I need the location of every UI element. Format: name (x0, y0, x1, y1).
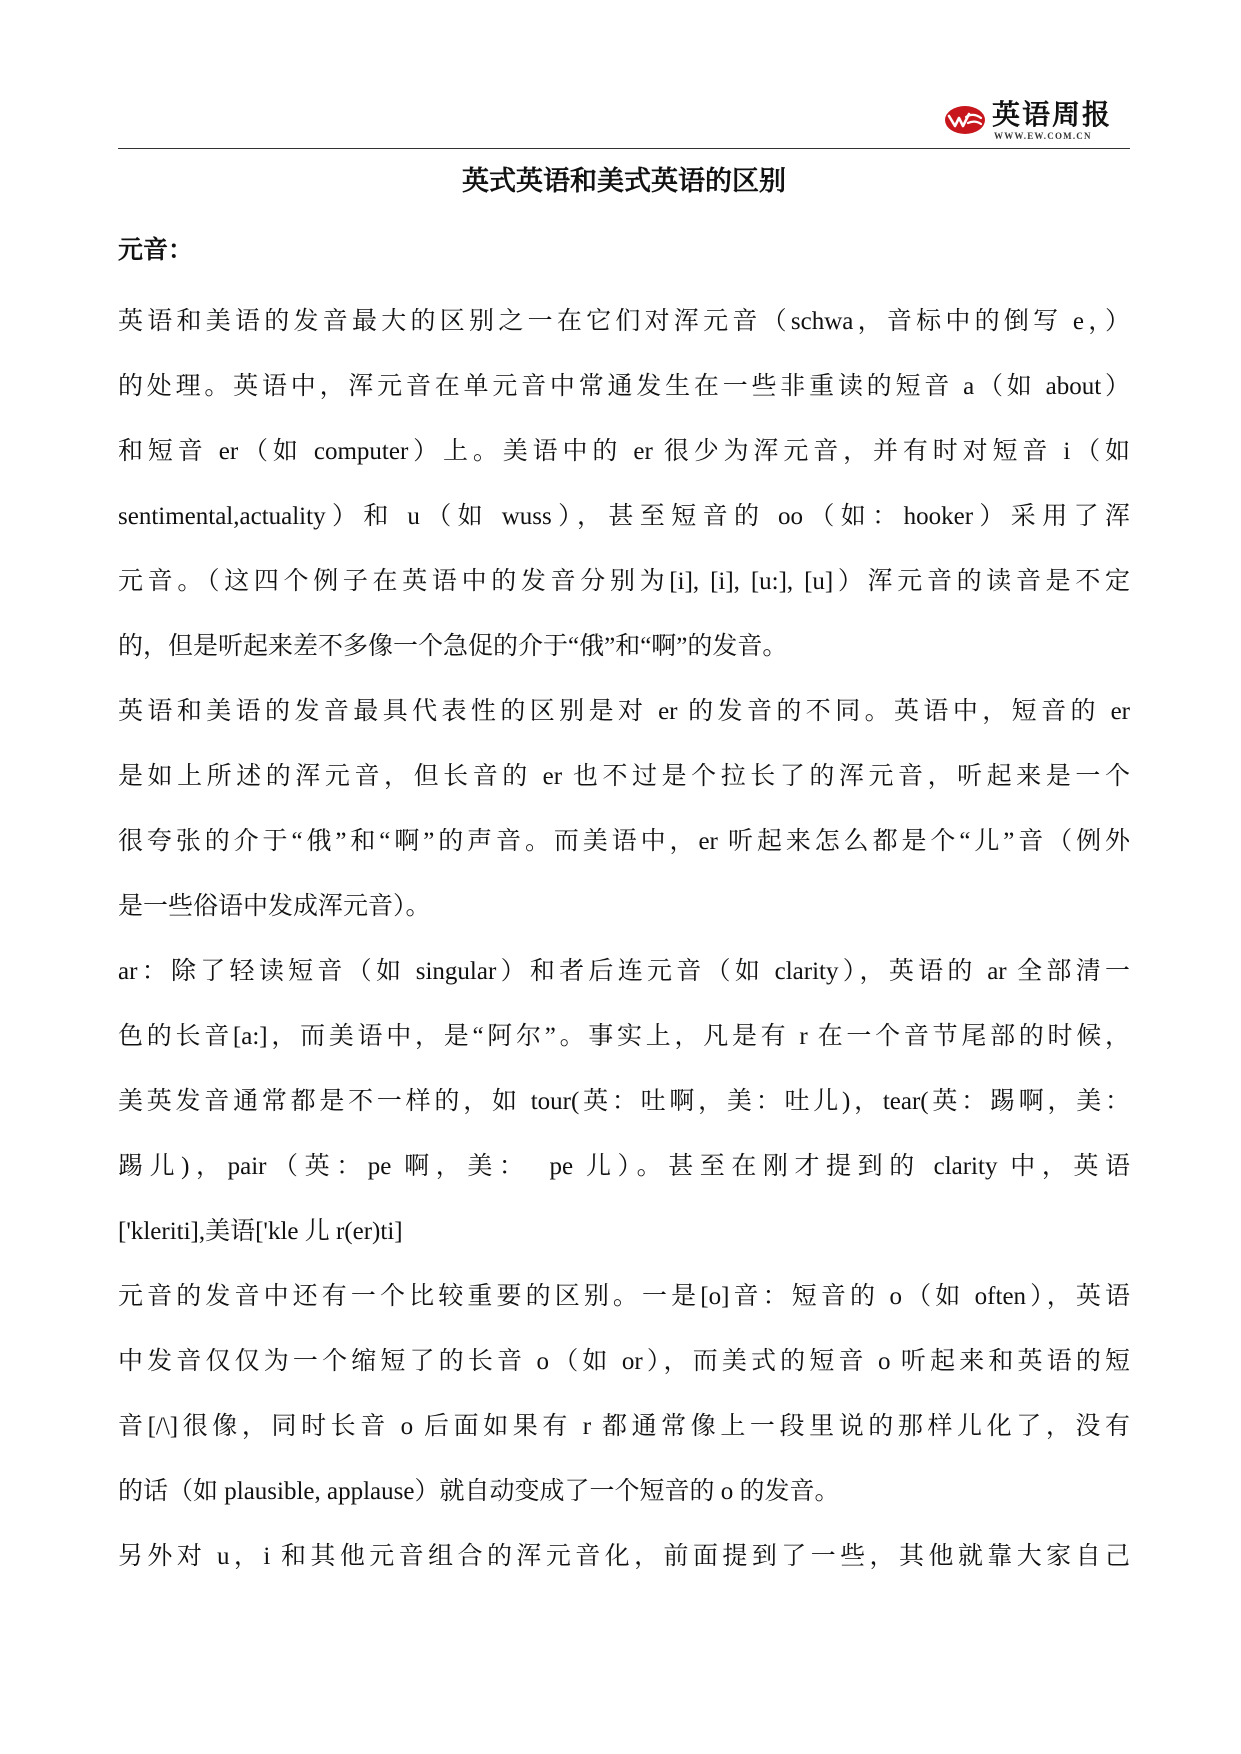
header-divider (118, 148, 1130, 149)
document-body (118, 289, 1130, 1589)
text-line: ar：除了轻读短音（如 singular）和者后连元音（如 clarity），英语的 ar 全部清一 (118, 958, 1130, 985)
logo-text: 英语周报 (992, 98, 1113, 131)
paragraph (118, 1524, 1130, 1589)
text-line: 英语和美语的发音最大的区别之一在它们对浑元音（schwa，音标中的倒写 e，） (118, 308, 1130, 335)
logo-url: WWW.EW.COM.CN (994, 131, 1092, 141)
text-line: 色的长音[a:]，而美语中，是“阿尔”。事实上，凡是有 r 在一个音节尾部的时候， (118, 1023, 1130, 1050)
text-line: 很夸张的介于“俄”和“啊”的声音。而美语中，er 听起来怎么都是个“儿”音（例外 (118, 828, 1130, 855)
text-line: 是一些俗语中发成浑元音）。 (118, 893, 431, 920)
paragraph (118, 679, 1130, 939)
newspaper-logo (944, 98, 1126, 144)
text-line: 音[/\]很像，同时长音 o 后面如果有 r 都通常像上一段里说的那样儿化了，没有 (118, 1413, 1130, 1440)
text-line: ['kleriti],美语['kle 儿 r(er)ti] (118, 1218, 403, 1245)
text-line: 踢儿)，pair（英：pe 啊，美： pe 儿）。甚至在刚才提到的 clarity 中，英语 (118, 1153, 1130, 1180)
text-line: 的处理。英语中，浑元音在单元音中常通发生在一些非重读的短音 a（如 about） (118, 373, 1130, 400)
text-line: 元音。（这四个例子在英语中的发音分别为[i], [i], [u:], [u]）浑元音的读音是不定 (118, 568, 1130, 595)
text-line: 的话（如 plausible, applause）就自动变成了一个短音的 o 的发音。 (118, 1478, 840, 1505)
text-line: 美英发音通常都是不一样的，如 tour(英：吐啊，美：吐儿)，tear(英：踢啊，美： (118, 1088, 1130, 1115)
section-heading: 元音： (118, 235, 194, 264)
page-header (118, 84, 1130, 148)
text-line: 和短音 er（如 computer）上。美语中的 er 很少为浑元音，并有时对短音 i（如 (118, 438, 1130, 465)
text-line: 的，但是听起来差不多像一个急促的介于“俄”和“啊”的发音。 (118, 633, 788, 660)
paragraph (118, 939, 1130, 1264)
text-line: 另外对 u，i 和其他元音组合的浑元音化，前面提到了一些，其他就靠大家自己 (118, 1543, 1130, 1570)
ew-logo-icon (944, 105, 986, 135)
page-title: 英式英语和美式英语的区别 (462, 166, 786, 197)
text-line: sentimental,actuality）和 u（如 wuss），甚至短音的 oo（如：hooker）采用了浑 (118, 503, 1130, 530)
text-line: 是如上所述的浑元音，但长音的 er 也不过是个拉长了的浑元音，听起来是一个 (118, 763, 1130, 790)
text-line: 元音的发音中还有一个比较重要的区别。一是[o]音：短音的 o（如 often），英语 (118, 1283, 1130, 1310)
text-line: 英语和美语的发音最具代表性的区别是对 er 的发音的不同。英语中，短音的 er (118, 698, 1130, 725)
text-line: 中发音仅仅为一个缩短了的长音 o（如 or），而美式的短音 o 听起来和英语的短 (118, 1348, 1130, 1375)
paragraph (118, 289, 1130, 679)
paragraph (118, 1264, 1130, 1524)
